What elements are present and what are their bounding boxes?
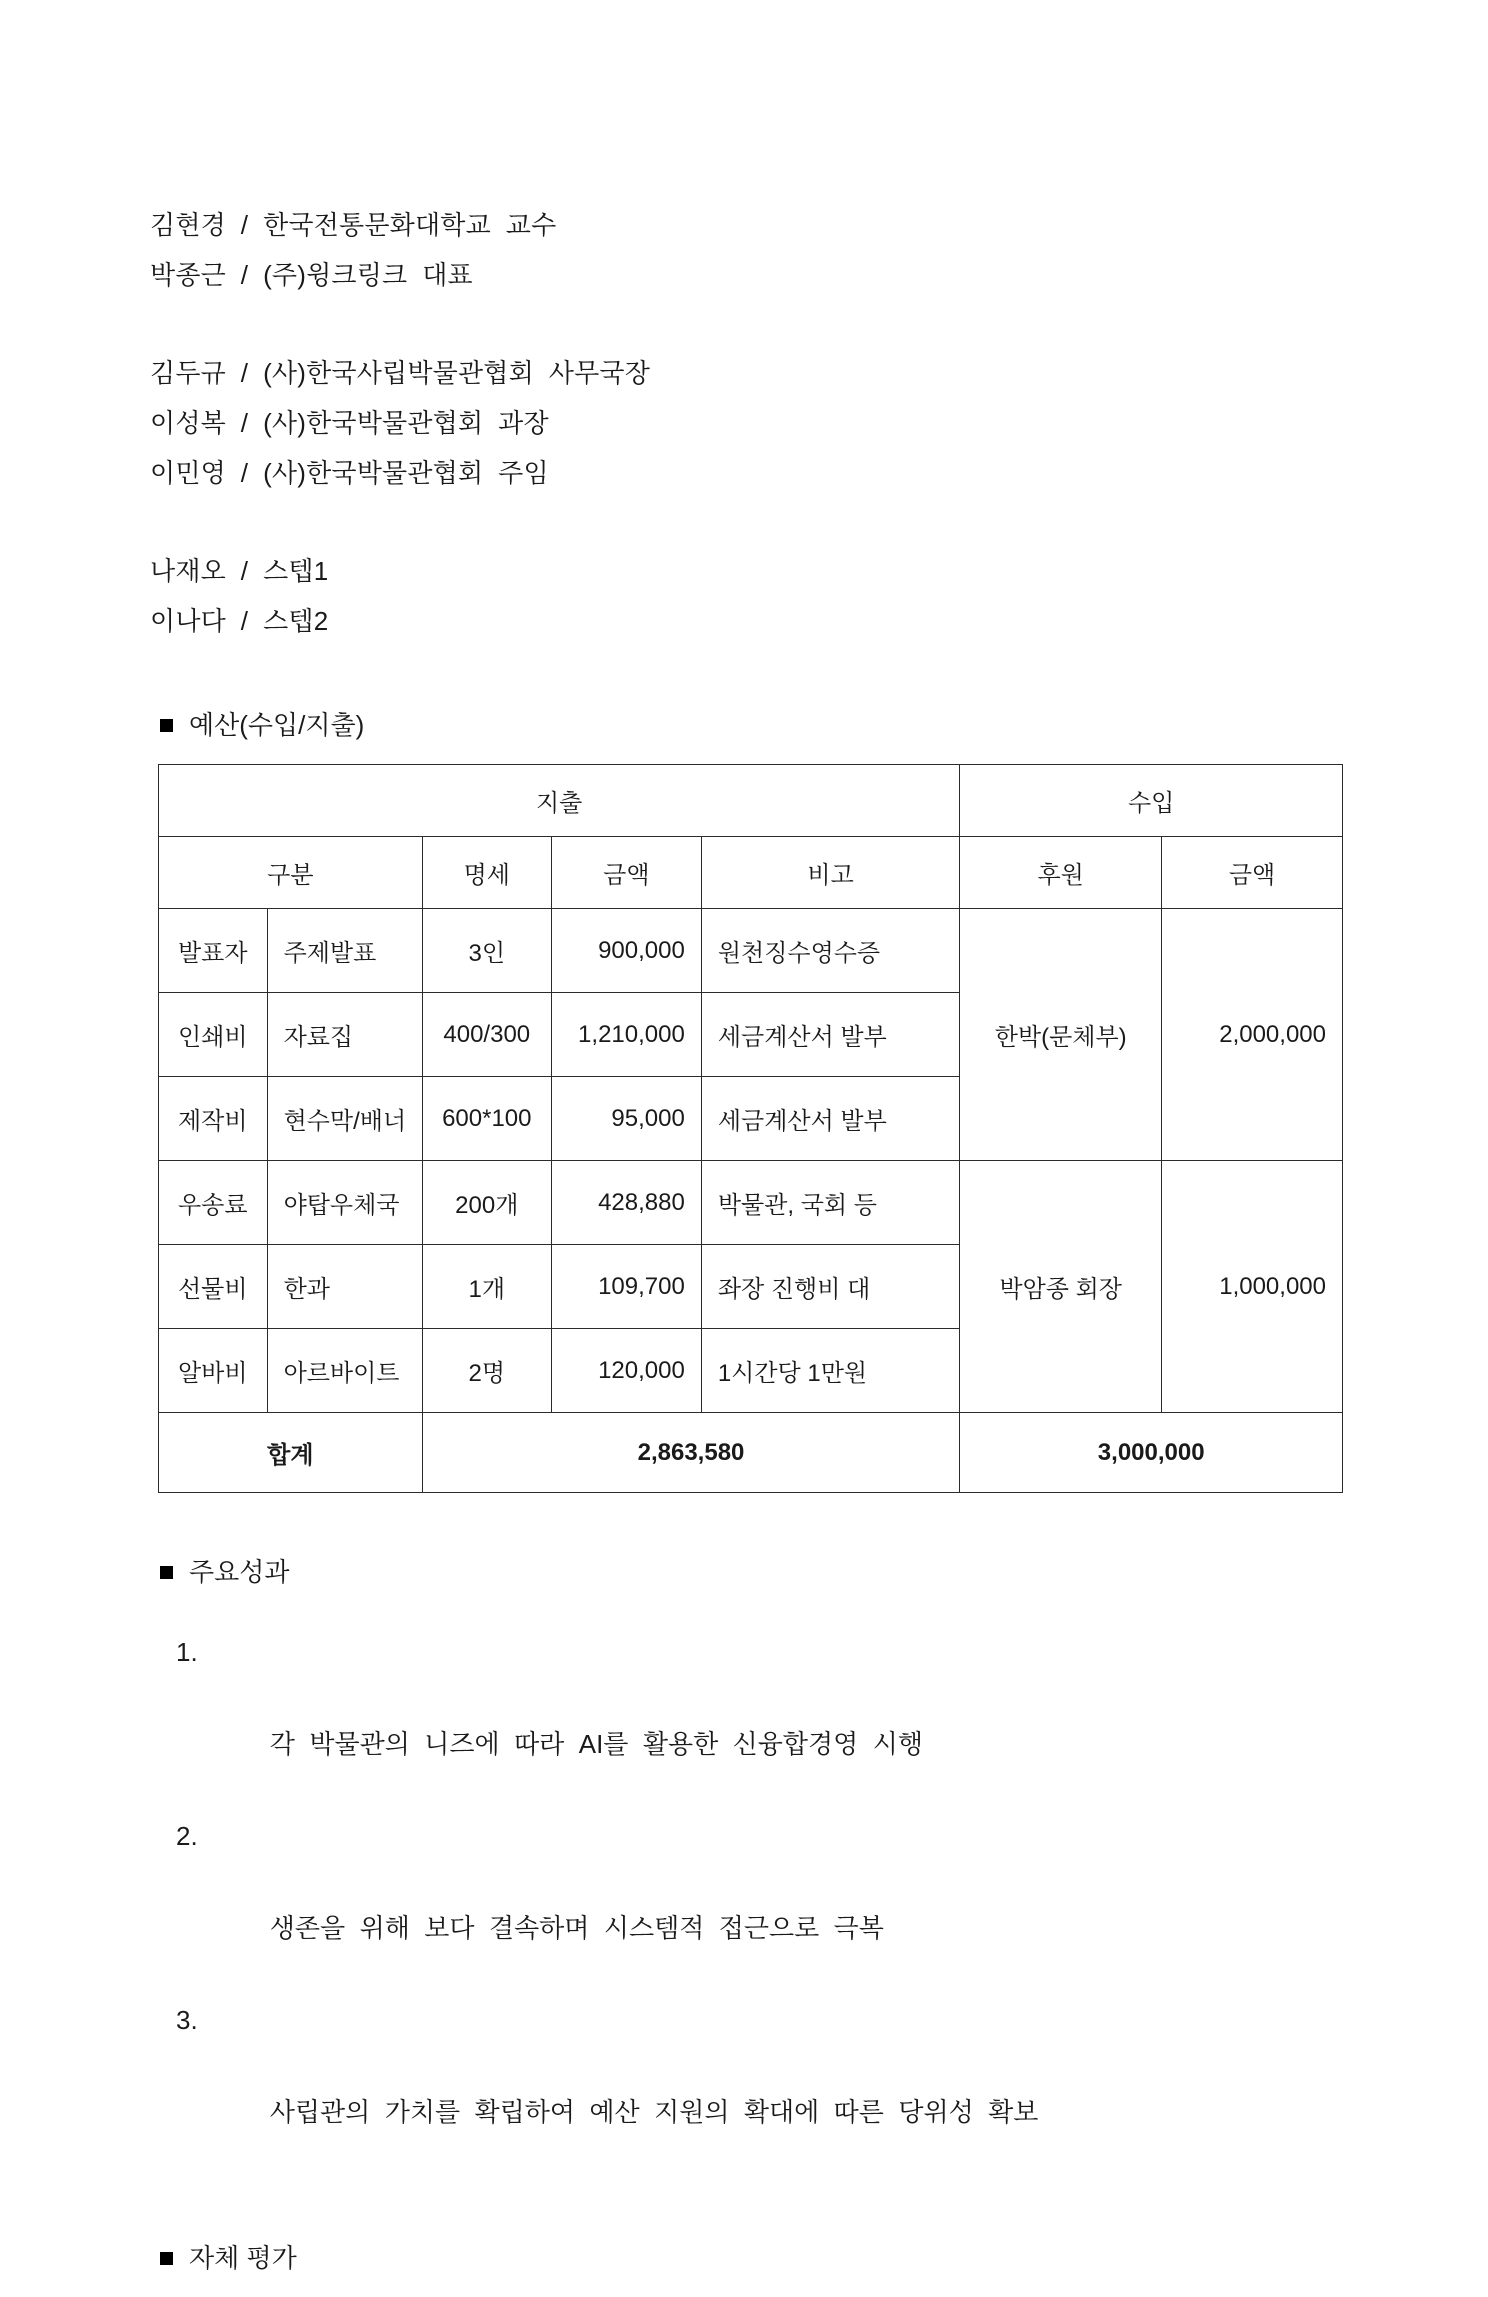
document-content: [150, 200, 1340, 2297]
participant-line: 김두규 / (사)한국사립박물관협회 사무국장: [150, 358, 651, 388]
list-item: [150, 1629, 1340, 1813]
cell-amount: 109,700: [551, 1245, 701, 1329]
table-row: [159, 1161, 1343, 1245]
cell-amount: 95,000: [551, 1077, 701, 1161]
participants-group-2: [150, 348, 1340, 498]
cell-sponsor: 한박(문체부): [960, 909, 1162, 1161]
square-bullet-icon: [160, 1566, 173, 1579]
table-row-top-header: [159, 765, 1343, 837]
cell-sponsor: 박암종 회장: [960, 1161, 1162, 1413]
cell-detail: 400/300: [422, 993, 551, 1077]
cell-item: 한과: [267, 1245, 422, 1329]
list-marker: 1.: [176, 1637, 198, 1667]
square-bullet-icon: [160, 719, 173, 732]
list-item: [150, 1813, 1340, 1997]
cell-detail: 1개: [422, 1245, 551, 1329]
participant-line: 이성복 / (사)한국박물관협회 과장: [150, 408, 549, 438]
participant-line: 박종근 / (주)윙크링크 대표: [150, 260, 473, 290]
cell-category: 우송료: [159, 1161, 268, 1245]
participant-line: 김현경 / 한국전통문화대학교 교수: [150, 210, 557, 240]
cell-income-total: 3,000,000: [960, 1413, 1343, 1493]
cell-item: 현수막/배너: [267, 1077, 422, 1161]
list-marker: 2.: [176, 1821, 198, 1851]
cell-note: 세금계산서 발부: [701, 1077, 960, 1161]
results-section-heading: [150, 1555, 1340, 1589]
header-income-amount: 금액: [1162, 837, 1343, 909]
square-bullet-icon: [160, 2252, 173, 2265]
cell-note: 원천징수영수증: [701, 909, 960, 993]
results-heading-text: 주요성과: [189, 1557, 290, 1587]
cell-note: 좌장 진행비 대: [701, 1245, 960, 1329]
cell-category: 제작비: [159, 1077, 268, 1161]
cell-income-amount: 1,000,000: [1162, 1161, 1343, 1413]
table-row-total: [159, 1413, 1343, 1493]
budget-table: [158, 764, 1343, 1493]
evaluation-section-heading: [150, 2241, 1340, 2275]
header-income: 수입: [960, 765, 1343, 837]
spacer: [150, 300, 1340, 348]
cell-item: 아르바이트: [267, 1329, 422, 1413]
cell-note: 박물관, 국회 등: [701, 1161, 960, 1245]
participants-group-3: [150, 546, 1340, 646]
cell-amount: 900,000: [551, 909, 701, 993]
header-note: 비고: [701, 837, 960, 909]
header-amount: 금액: [551, 837, 701, 909]
list-marker: 3.: [176, 2005, 198, 2035]
participant-line: 이나다 / 스텝2: [150, 606, 329, 636]
cell-item: 야탑우체국: [267, 1161, 422, 1245]
cell-category: 발표자: [159, 909, 268, 993]
cell-detail: 2명: [422, 1329, 551, 1413]
header-category: 구분: [159, 837, 423, 909]
cell-expense-total: 2,863,580: [422, 1413, 960, 1493]
cell-item: 주제발표: [267, 909, 422, 993]
cell-amount: 120,000: [551, 1329, 701, 1413]
cell-amount: 1,210,000: [551, 993, 701, 1077]
cell-detail: 200개: [422, 1161, 551, 1245]
cell-item: 자료집: [267, 993, 422, 1077]
header-detail: 명세: [422, 837, 551, 909]
header-expense: 지출: [159, 765, 960, 837]
participant-line: 이민영 / (사)한국박물관협회 주임: [150, 458, 549, 488]
evaluation-heading-text: 자체 평가: [189, 2243, 297, 2273]
table-row-sub-header: [159, 837, 1343, 909]
cell-income-amount: 2,000,000: [1162, 909, 1343, 1161]
cell-category: 알바비: [159, 1329, 268, 1413]
list-item: [150, 1997, 1340, 2181]
cell-amount: 428,880: [551, 1161, 701, 1245]
header-sponsor: 후원: [960, 837, 1162, 909]
participants-group-1: [150, 200, 1340, 300]
spacer: [150, 498, 1340, 546]
participant-line: 나재오 / 스텝1: [150, 556, 329, 586]
budget-section-heading: [150, 708, 1340, 742]
list-item-text: 각 박물관의 니즈에 따라 AI를 활용한 신융합경영 시행: [269, 1729, 923, 1759]
cell-total-label: 합계: [159, 1413, 423, 1493]
table-row: [159, 909, 1343, 993]
cell-note: 세금계산서 발부: [701, 993, 960, 1077]
list-item-text: 사립관의 가치를 확립하여 예산 지원의 확대에 따른 당위성 확보: [269, 2097, 1039, 2127]
cell-note: 1시간당 1만원: [701, 1329, 960, 1413]
results-list: [150, 1629, 1340, 2181]
cell-category: 인쇄비: [159, 993, 268, 1077]
list-item-text: 생존을 위해 보다 결속하며 시스템적 접근으로 극복: [269, 1913, 884, 1943]
cell-category: 선물비: [159, 1245, 268, 1329]
budget-heading-text: 예산(수입/지출): [189, 710, 365, 740]
cell-detail: 600*100: [422, 1077, 551, 1161]
cell-detail: 3인: [422, 909, 551, 993]
